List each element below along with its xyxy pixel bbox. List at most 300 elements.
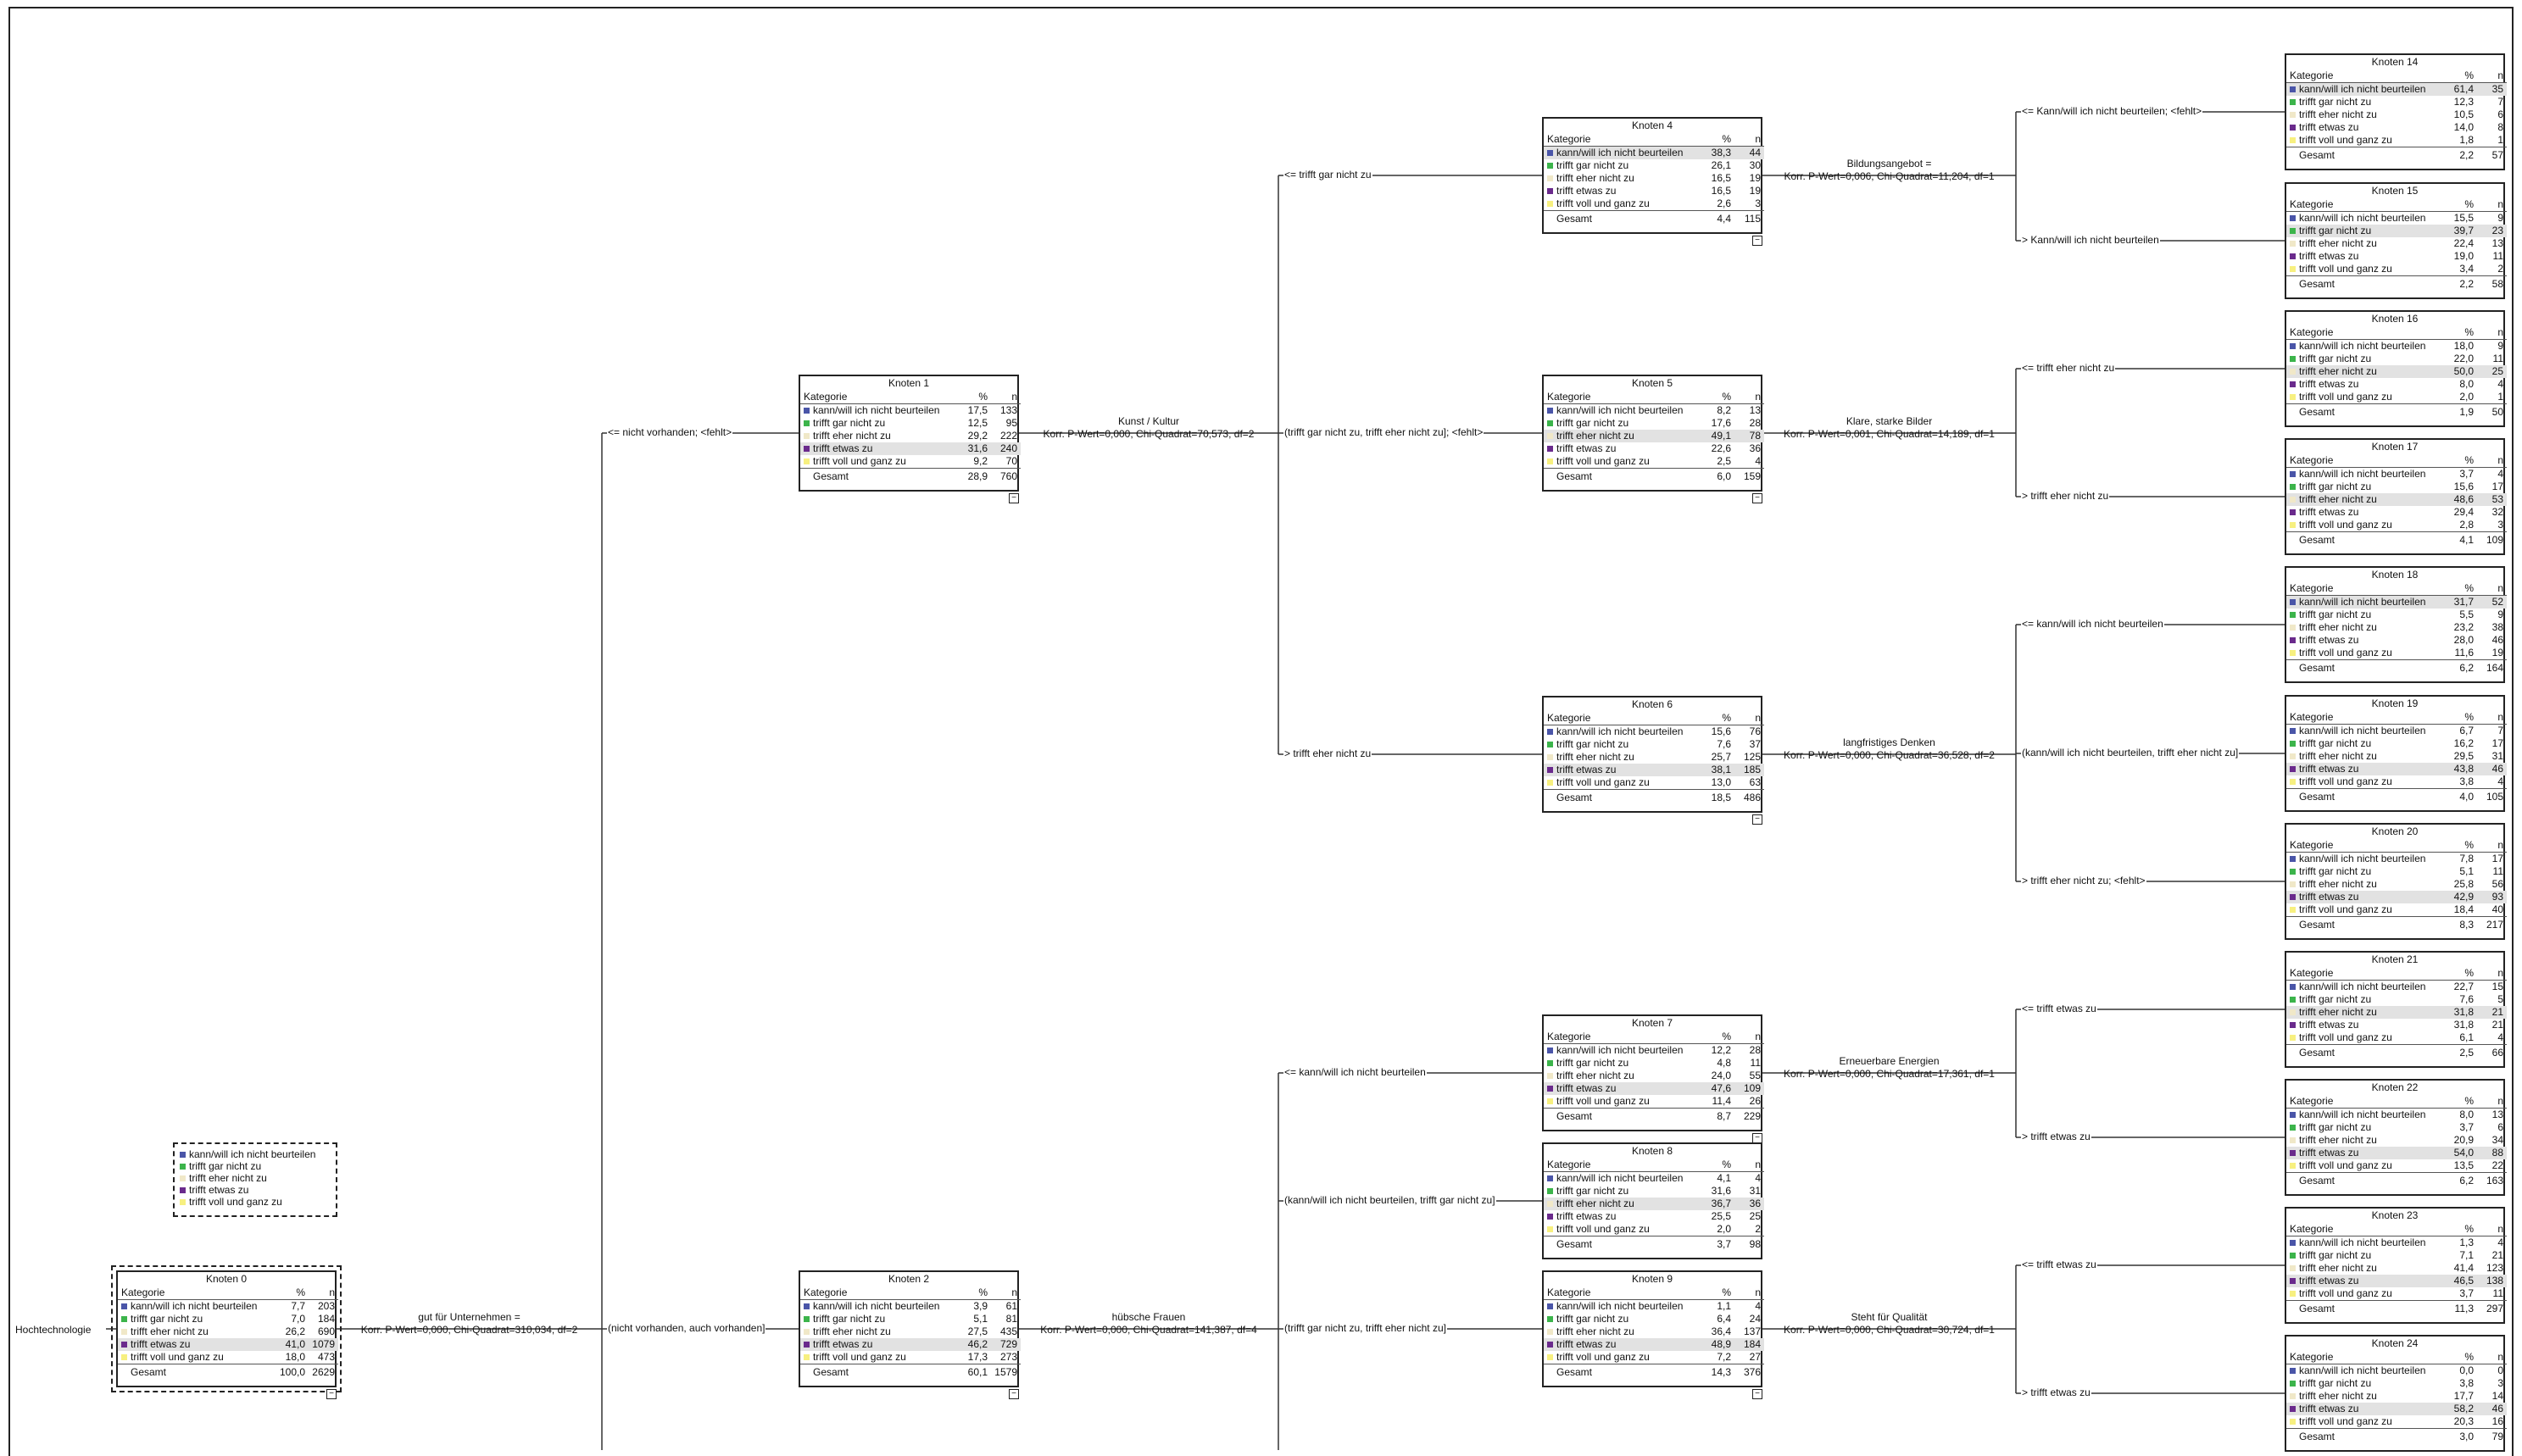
- header-pct: %: [2443, 582, 2477, 596]
- tree-node-18[interactable]: [2285, 566, 2505, 683]
- category-cell: trifft eher nicht zu: [2286, 493, 2443, 506]
- n-cell: 4: [2497, 468, 2503, 480]
- total-n: 58: [2477, 276, 2507, 292]
- category-cell: kann/will ich nicht beurteilen: [1544, 725, 1701, 739]
- n-cell: 6: [2497, 1121, 2503, 1133]
- node-table-header: [2286, 454, 2507, 468]
- n-cell: 21: [2491, 1019, 2503, 1031]
- node-total-row: [2286, 1045, 2507, 1060]
- total-label: Gesamt: [1544, 211, 1701, 226]
- tree-node-24[interactable]: [2285, 1335, 2505, 1452]
- header-pct: %: [1701, 1287, 1734, 1300]
- category-cell: trifft eher nicht zu: [2286, 750, 2443, 763]
- legend-item: trifft etwas zu: [180, 1184, 331, 1196]
- header-pct: %: [1701, 1031, 1734, 1044]
- pct-cell: 36,7: [1701, 1198, 1734, 1210]
- node-table: [118, 1287, 338, 1379]
- node-total-row: [2286, 917, 2507, 932]
- category-cell: trifft gar nicht zu: [2286, 737, 2443, 750]
- pct-cell: 15,5: [2453, 212, 2474, 224]
- category-cell: trifft eher nicht zu: [2286, 621, 2443, 634]
- node-row: [2286, 506, 2507, 519]
- pct-cell: 8,2: [1717, 404, 1731, 416]
- pct-cell: 25,8: [2453, 878, 2474, 890]
- node-row: [2286, 378, 2507, 391]
- node-row: [1544, 185, 1764, 197]
- split-description: [1762, 1311, 2017, 1337]
- pct-cell: 11,4: [1712, 1095, 1731, 1107]
- header-n: n: [2477, 839, 2507, 853]
- category-cell: trifft voll und ganz zu: [800, 455, 957, 469]
- node-title: Knoten 0: [205, 1273, 248, 1285]
- pct-cell: 26,2: [285, 1325, 305, 1337]
- collapse-toggle-icon[interactable]: −: [1009, 493, 1019, 503]
- category-swatch: [804, 1329, 810, 1335]
- category-swatch: [804, 1303, 810, 1309]
- node-row: [118, 1313, 338, 1325]
- node-total-row: [2286, 1301, 2507, 1316]
- node-row: [2286, 634, 2507, 647]
- category-cell: trifft voll und ganz zu: [800, 1351, 957, 1364]
- pct-cell: 22,4: [2453, 237, 2474, 249]
- header-n: n: [2477, 1095, 2507, 1109]
- n-cell: 30: [1749, 159, 1761, 171]
- node-row: [2286, 1390, 2507, 1403]
- n-cell: 11: [2492, 1287, 2503, 1299]
- node-table-header: [1544, 712, 1764, 725]
- n-cell: 13: [2491, 237, 2503, 249]
- category-swatch: [2290, 86, 2296, 92]
- n-cell: 46: [2477, 1403, 2507, 1415]
- total-label: Gesamt: [118, 1364, 275, 1380]
- category-cell: trifft gar nicht zu: [1544, 417, 1701, 430]
- node-row: [2286, 1249, 2507, 1262]
- node-row: [1544, 1057, 1764, 1070]
- n-cell: 63: [1749, 776, 1761, 788]
- n-cell: 9: [2497, 609, 2503, 620]
- node-table-header: [1544, 1159, 1764, 1172]
- node-table: [2286, 69, 2507, 162]
- tree-node-14[interactable]: [2285, 53, 2505, 170]
- category-swatch: [1547, 1329, 1553, 1335]
- category-swatch: [2290, 779, 2296, 785]
- node-row: [2286, 596, 2507, 609]
- category-swatch: [2290, 343, 2296, 349]
- category-swatch: [1547, 458, 1553, 464]
- n-cell: 14: [2491, 1390, 2503, 1402]
- category-swatch: [804, 420, 810, 426]
- n-cell: 4: [2497, 1031, 2503, 1043]
- node-total-row: [1544, 1236, 1764, 1252]
- node-row: [800, 430, 1021, 442]
- tree-node-22[interactable]: [2285, 1079, 2505, 1196]
- node-table: [1544, 1031, 1764, 1123]
- node-table-header: [2286, 967, 2507, 981]
- category-swatch: [2290, 599, 2296, 605]
- category-swatch: [2290, 522, 2296, 528]
- n-cell: 4: [1755, 1300, 1761, 1312]
- n-cell: 109: [1734, 1082, 1764, 1095]
- collapse-toggle-icon[interactable]: −: [1752, 1389, 1762, 1399]
- header-n: n: [1734, 391, 1764, 404]
- category-swatch: [2290, 215, 2296, 221]
- tree-node-4[interactable]: [1542, 117, 1762, 245]
- pct-cell: 5,1: [973, 1313, 988, 1325]
- n-cell: 28: [1749, 1044, 1761, 1056]
- total-pct: 4,4: [1701, 211, 1734, 226]
- total-pct: 6,0: [1701, 469, 1734, 484]
- node-row: [1544, 1082, 1764, 1095]
- collapse-toggle-icon[interactable]: −: [1752, 1133, 1762, 1143]
- category-swatch: [2290, 1137, 2296, 1143]
- n-cell: 5: [2497, 993, 2503, 1005]
- category-cell: trifft gar nicht zu: [2286, 96, 2443, 108]
- pct-cell: 1,8: [2459, 134, 2474, 146]
- pct-cell: 5,1: [2459, 865, 2474, 877]
- node-row: [2286, 134, 2507, 147]
- category-cell: trifft voll und ganz zu: [2286, 263, 2443, 276]
- tree-node-6[interactable]: [1542, 696, 1762, 824]
- split-variable: Kunst / Kultur: [1117, 415, 1180, 427]
- category-cell: trifft gar nicht zu: [2286, 1121, 2443, 1134]
- node-row: [2286, 493, 2507, 506]
- tree-node-8[interactable]: [1542, 1142, 1762, 1259]
- collapse-toggle-icon[interactable]: −: [1752, 493, 1762, 503]
- legend-item: trifft gar nicht zu: [180, 1160, 331, 1172]
- category-cell: trifft gar nicht zu: [1544, 1057, 1701, 1070]
- split-variable: Klare, starke Bilder: [1846, 415, 1933, 427]
- n-cell: 34: [2491, 1134, 2503, 1146]
- pct-cell: 7,7: [291, 1300, 305, 1312]
- node-table-header: [1544, 133, 1764, 147]
- header-n: n: [1734, 1031, 1764, 1044]
- pct-cell: 15,6: [1711, 725, 1731, 737]
- node-row: [1544, 738, 1764, 751]
- pct-cell: 15,6: [2453, 481, 2474, 492]
- node-row: [2286, 1159, 2507, 1173]
- category-swatch: [2290, 1278, 2296, 1284]
- node-title: Knoten 1: [888, 377, 930, 389]
- category-swatch: [2290, 637, 2296, 643]
- n-cell: 25: [2477, 365, 2507, 378]
- node-row: [1544, 751, 1764, 764]
- split-statistic: Korr. P-Wert=0,000, Chi-Quadrat=310,034, df=2: [360, 1324, 578, 1336]
- category-cell: trifft voll und ganz zu: [1544, 197, 1701, 211]
- node-table-header: [800, 1287, 1021, 1300]
- node-row: [1544, 172, 1764, 185]
- split-statistic: Korr. P-Wert=0,000, Chi-Quadrat=70,573, df=2: [1043, 428, 1255, 440]
- collapse-toggle-icon[interactable]: −: [326, 1389, 337, 1399]
- category-swatch: [2290, 125, 2296, 131]
- category-swatch: [2290, 1253, 2296, 1259]
- header-category: Kategorie: [1544, 133, 1701, 147]
- tree-node-17[interactable]: [2285, 438, 2505, 555]
- node-table-header: [2286, 198, 2507, 212]
- category-swatch: [1547, 1188, 1553, 1194]
- node-title: Knoten 7: [1631, 1017, 1673, 1029]
- header-category: Kategorie: [118, 1287, 275, 1300]
- node-row: [1544, 1185, 1764, 1198]
- header-category: Kategorie: [1544, 712, 1701, 725]
- branch-label: (kann/will ich nicht beurteilen, trifft gar nicht zu]: [1284, 1194, 1495, 1206]
- node-total-row: [2286, 1429, 2507, 1444]
- n-cell: 4: [1755, 1172, 1761, 1184]
- node-row: [1544, 147, 1764, 160]
- category-swatch: [1547, 1201, 1553, 1207]
- header-n: n: [1734, 1287, 1764, 1300]
- tree-node-16[interactable]: [2285, 310, 2505, 427]
- node-table: [2286, 711, 2507, 803]
- branch-label: > trifft eher nicht zu; <fehlt>: [2022, 875, 2146, 886]
- pct-cell: 47,6: [1701, 1082, 1734, 1095]
- header-pct: %: [1701, 391, 1734, 404]
- pct-cell: 6,1: [2459, 1031, 2474, 1043]
- category-cell: trifft eher nicht zu: [1544, 1325, 1701, 1338]
- category-swatch: [121, 1303, 127, 1309]
- node-table-header: [2286, 1095, 2507, 1109]
- total-n: 159: [1734, 469, 1764, 484]
- category-swatch: [804, 408, 810, 414]
- tree-node-19[interactable]: [2285, 695, 2505, 812]
- n-cell: 11: [2492, 865, 2503, 877]
- node-title: Knoten 22: [2371, 1081, 2419, 1093]
- node-row: [1544, 725, 1764, 739]
- pct-cell: 16,2: [2453, 737, 2474, 749]
- node-row: [2286, 1006, 2507, 1019]
- pct-cell: 48,6: [2443, 493, 2477, 506]
- header-pct: %: [2443, 198, 2477, 212]
- node-row: [1544, 764, 1764, 776]
- tree-node-21[interactable]: [2285, 951, 2505, 1068]
- n-cell: 17: [2491, 481, 2503, 492]
- legend-swatch: [180, 1152, 186, 1158]
- pct-cell: 10,5: [2453, 108, 2474, 120]
- header-pct: %: [2443, 326, 2477, 340]
- pct-cell: 8,0: [2459, 378, 2474, 390]
- category-swatch: [804, 458, 810, 464]
- split-description: [1022, 1311, 1276, 1337]
- pct-cell: 50,0: [2443, 365, 2477, 378]
- node-row: [1544, 1210, 1764, 1223]
- node-row: [1544, 1325, 1764, 1338]
- total-label: Gesamt: [2286, 404, 2443, 420]
- total-n: 66: [2477, 1045, 2507, 1060]
- category-swatch: [121, 1354, 127, 1360]
- category-swatch: [1547, 446, 1553, 452]
- collapse-toggle-icon[interactable]: −: [1009, 1389, 1019, 1399]
- n-cell: 11: [2492, 353, 2503, 364]
- header-category: Kategorie: [1544, 1159, 1701, 1172]
- node-row: [2286, 353, 2507, 365]
- node-row: [800, 1300, 1021, 1314]
- category-swatch: [2290, 1112, 2296, 1118]
- header-category: Kategorie: [1544, 1031, 1701, 1044]
- legend: [173, 1142, 337, 1217]
- node-row: [2286, 609, 2507, 621]
- category-swatch: [1547, 767, 1553, 773]
- tree-node-20[interactable]: [2285, 823, 2505, 940]
- node-row: [2286, 1262, 2507, 1275]
- total-n: 115: [1734, 211, 1764, 226]
- total-label: Gesamt: [2286, 147, 2443, 163]
- n-cell: 46: [2477, 763, 2507, 775]
- category-swatch: [2290, 1150, 2296, 1156]
- node-row: [2286, 725, 2507, 738]
- legend-swatch: [180, 1199, 186, 1205]
- total-pct: 60,1: [957, 1364, 991, 1380]
- category-cell: trifft etwas zu: [2286, 506, 2443, 519]
- split-variable: Bildungsangebot =: [1846, 158, 1932, 169]
- pct-cell: 12,2: [1711, 1044, 1731, 1056]
- total-label: Gesamt: [800, 469, 957, 484]
- total-n: 105: [2477, 789, 2507, 804]
- node-table: [2286, 839, 2507, 931]
- branch-label: <= trifft etwas zu: [2022, 1003, 2096, 1014]
- tree-node-7[interactable]: [1542, 1014, 1762, 1142]
- category-cell: trifft voll und ganz zu: [2286, 775, 2443, 789]
- node-table: [2286, 326, 2507, 419]
- category-cell: kann/will ich nicht beurteilen: [2286, 83, 2443, 97]
- category-swatch: [121, 1316, 127, 1322]
- node-row: [2286, 519, 2507, 532]
- pct-cell: 0,0: [2459, 1364, 2474, 1376]
- node-title: Knoten 5: [1631, 377, 1673, 389]
- total-n: 57: [2477, 147, 2507, 163]
- header-pct: %: [2443, 69, 2477, 83]
- header-n: n: [2477, 582, 2507, 596]
- category-swatch: [1547, 433, 1553, 439]
- tree-node-1[interactable]: [799, 375, 1019, 503]
- category-cell: kann/will ich nicht beurteilen: [2286, 853, 2443, 866]
- node-table: [2286, 582, 2507, 675]
- n-cell: 11: [1750, 1057, 1761, 1069]
- header-category: Kategorie: [2286, 198, 2443, 212]
- legend-item: kann/will ich nicht beurteilen: [180, 1148, 331, 1160]
- category-cell: trifft etwas zu: [1544, 185, 1701, 197]
- total-n: 376: [1734, 1364, 1764, 1380]
- total-n: 486: [1734, 790, 1764, 805]
- n-cell: 3: [2497, 1377, 2503, 1389]
- header-pct: %: [1701, 712, 1734, 725]
- category-swatch: [2290, 894, 2296, 900]
- header-pct: %: [275, 1287, 309, 1300]
- pct-cell: 12,3: [2453, 96, 2474, 108]
- node-total-row: [2286, 789, 2507, 804]
- node-table: [800, 391, 1021, 483]
- node-row: [1544, 417, 1764, 430]
- category-swatch: [2290, 741, 2296, 747]
- n-cell: 36: [1734, 1198, 1764, 1210]
- category-cell: trifft gar nicht zu: [1544, 1313, 1701, 1325]
- category-cell: kann/will ich nicht beurteilen: [2286, 1109, 2443, 1122]
- category-cell: trifft etwas zu: [2286, 1019, 2443, 1031]
- node-title: Knoten 19: [2371, 697, 2419, 709]
- category-cell: trifft etwas zu: [2286, 121, 2443, 134]
- total-label: Gesamt: [1544, 1236, 1701, 1252]
- split-variable: langfristiges Denken: [1843, 736, 1935, 748]
- node-row: [2286, 212, 2507, 225]
- tree-node-2[interactable]: [799, 1270, 1019, 1398]
- tree-node-0[interactable]: [116, 1270, 337, 1398]
- category-swatch: [2290, 869, 2296, 875]
- n-cell: 31: [1749, 1185, 1761, 1197]
- node-row: [2286, 1287, 2507, 1301]
- category-swatch: [2290, 1368, 2296, 1374]
- n-cell: 273: [999, 1351, 1017, 1363]
- category-swatch: [2290, 266, 2296, 272]
- header-pct: %: [2443, 1351, 2477, 1364]
- n-cell: 81: [1005, 1313, 1017, 1325]
- collapse-toggle-icon[interactable]: −: [1752, 236, 1762, 246]
- node-table-header: [800, 391, 1021, 404]
- category-swatch: [2290, 907, 2296, 913]
- pct-cell: 3,7: [2459, 1287, 2474, 1299]
- node-title: Knoten 23: [2371, 1209, 2419, 1221]
- category-cell: trifft etwas zu: [1544, 764, 1701, 776]
- split-variable: Steht für Qualität: [1851, 1311, 1928, 1323]
- split-description: [1762, 1055, 2017, 1081]
- tree-node-5[interactable]: [1542, 375, 1762, 503]
- node-row: [2286, 225, 2507, 237]
- node-row: [1544, 1198, 1764, 1210]
- legend-item: trifft eher nicht zu: [180, 1172, 331, 1184]
- pct-cell: 2,6: [1717, 197, 1731, 209]
- branch-label: <= Kann/will ich nicht beurteilen; <fehlt>: [2022, 105, 2202, 117]
- pct-cell: 3,8: [2459, 1377, 2474, 1389]
- category-swatch: [804, 446, 810, 452]
- category-swatch: [2290, 984, 2296, 990]
- pct-cell: 41,0: [275, 1338, 309, 1351]
- n-cell: 17: [2491, 853, 2503, 864]
- category-cell: trifft eher nicht zu: [2286, 1262, 2443, 1275]
- pct-cell: 25,7: [1711, 751, 1731, 763]
- n-cell: 13: [2491, 1109, 2503, 1120]
- node-row: [1544, 1351, 1764, 1364]
- node-total-row: [800, 469, 1021, 484]
- tree-node-15[interactable]: [2285, 182, 2505, 299]
- category-cell: trifft voll und ganz zu: [2286, 1287, 2443, 1301]
- tree-node-23[interactable]: [2285, 1207, 2505, 1324]
- category-swatch: [2290, 228, 2296, 234]
- n-cell: 6: [2497, 108, 2503, 120]
- total-n: 109: [2477, 532, 2507, 547]
- category-cell: trifft voll und ganz zu: [1544, 1223, 1701, 1236]
- node-row: [2286, 1019, 2507, 1031]
- n-cell: 240: [991, 442, 1021, 455]
- category-cell: trifft etwas zu: [800, 442, 957, 455]
- split-statistic: Korr. P-Wert=0,000, Chi-Quadrat=36,528, df=2: [1784, 749, 1995, 761]
- category-cell: trifft eher nicht zu: [2286, 365, 2443, 378]
- branch-label: > trifft etwas zu: [2022, 1131, 2091, 1142]
- node-row: [1544, 776, 1764, 790]
- split-variable: Erneuerbare Energien: [1839, 1055, 1940, 1067]
- n-cell: 435: [999, 1325, 1017, 1337]
- category-swatch: [1547, 408, 1553, 414]
- n-cell: 21: [2491, 1249, 2503, 1261]
- node-row: [1544, 1070, 1764, 1082]
- collapse-toggle-icon[interactable]: −: [1752, 814, 1762, 825]
- n-cell: 729: [991, 1338, 1021, 1351]
- pct-cell: 16,5: [1711, 185, 1731, 197]
- tree-node-9[interactable]: [1542, 1270, 1762, 1398]
- n-cell: 2: [1755, 1223, 1761, 1235]
- category-cell: kann/will ich nicht beurteilen: [1544, 1044, 1701, 1058]
- node-title: Knoten 17: [2371, 441, 2419, 453]
- category-swatch: [1547, 1354, 1553, 1360]
- node-table-header: [1544, 1287, 1764, 1300]
- header-n: n: [1734, 712, 1764, 725]
- node-row: [1544, 404, 1764, 418]
